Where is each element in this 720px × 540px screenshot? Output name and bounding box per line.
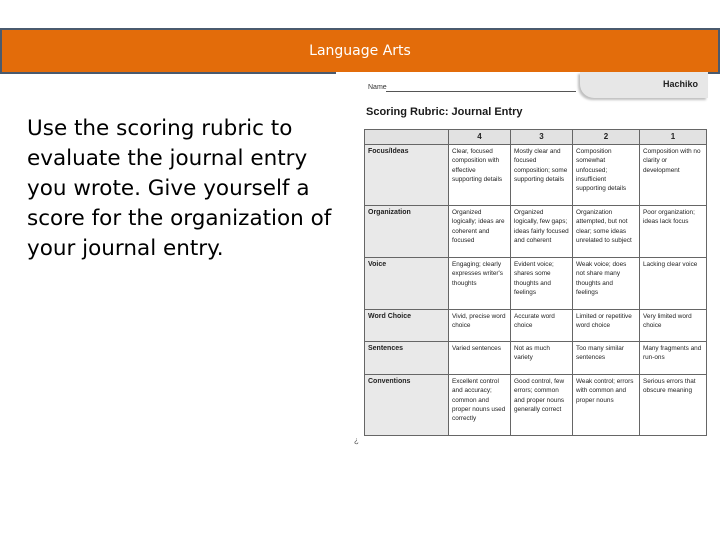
rubric-cell: Not as much variety [511,342,573,375]
table-row [365,145,707,206]
rubric-cell: Too many similar sentences [573,342,640,375]
row-label-organization: Organization [365,206,449,258]
rubric-cell: Composition with no clarity or development [640,145,707,206]
table-row [365,206,707,258]
rubric-cell: Excellent control and accuracy; common and proper nouns used correctly [449,375,511,436]
rubric-cell: Organization attempted, but not clear; some ideas unrelated to subject [573,206,640,258]
score-header-2: 2 [573,130,640,145]
worksheet-header [336,72,708,98]
story-tab [580,72,708,98]
rubric-cell: Good control, few errors; common and proper nouns generally correct [511,375,573,436]
rubric-cell: Mostly clear and focused composition; some supporting details [511,145,573,206]
rubric-cell: Vivid, precise word choice [449,310,511,342]
table-row [365,342,707,375]
row-label-sentences: Sentences [365,342,449,375]
rubric-cell: Weak control; errors with common and proper nouns [573,375,640,436]
score-header-4: 4 [449,130,511,145]
banner-title: Language Arts [309,43,411,59]
rubric-cell: Engaging; clearly expresses writer's thoughts [449,258,511,310]
rubric-cell: Evident voice; shares some thoughts and feelings [511,258,573,310]
rubric-cell: Organized logically, few gaps; ideas fairly focused and coherent [511,206,573,258]
rubric-cell: Limited or repetitive word choice [573,310,640,342]
row-label-word-choice: Word Choice [365,310,449,342]
margin-mark: ¿ [354,436,359,445]
rubric-header-row [365,130,707,145]
rubric-title: Scoring Rubric: Journal Entry [366,106,523,118]
rubric-cell: Composition somewhat unfocused; insufficient supporting details [573,145,640,206]
table-row [365,375,707,436]
rubric-cell: Many fragments and run-ons [640,342,707,375]
table-row [365,310,707,342]
row-label-conventions: Conventions [365,375,449,436]
rubric-table [364,129,707,436]
score-header-1: 1 [640,130,707,145]
rubric-corner-cell [365,130,449,145]
instructions-text: Use the scoring rubric to evaluate the journal entry you wrote. Give yourself a score for the organization of your journal entry. [27,116,332,261]
name-label: Name [368,84,387,91]
rubric-worksheet-image [336,72,708,450]
rubric-cell: Very limited word choice [640,310,707,342]
rubric-cell: Organized logically; ideas are coherent and focused [449,206,511,258]
score-header-3: 3 [511,130,573,145]
title-banner [0,28,720,74]
rubric-cell: Serious errors that obscure meaning [640,375,707,436]
rubric-cell: Weak voice; does not share many thoughts and feelings [573,258,640,310]
story-tab-label: Hachiko [662,79,698,89]
row-label-voice: Voice [365,258,449,310]
name-line [386,91,576,92]
rubric-cell: Clear, focused composition with effective supporting details [449,145,511,206]
row-label-focus-ideas: Focus/Ideas [365,145,449,206]
rubric-cell: Accurate word choice [511,310,573,342]
table-row [365,258,707,310]
rubric-cell: Lacking clear voice [640,258,707,310]
rubric-cell: Poor organization; ideas lack focus [640,206,707,258]
rubric-cell: Varied sentences [449,342,511,375]
